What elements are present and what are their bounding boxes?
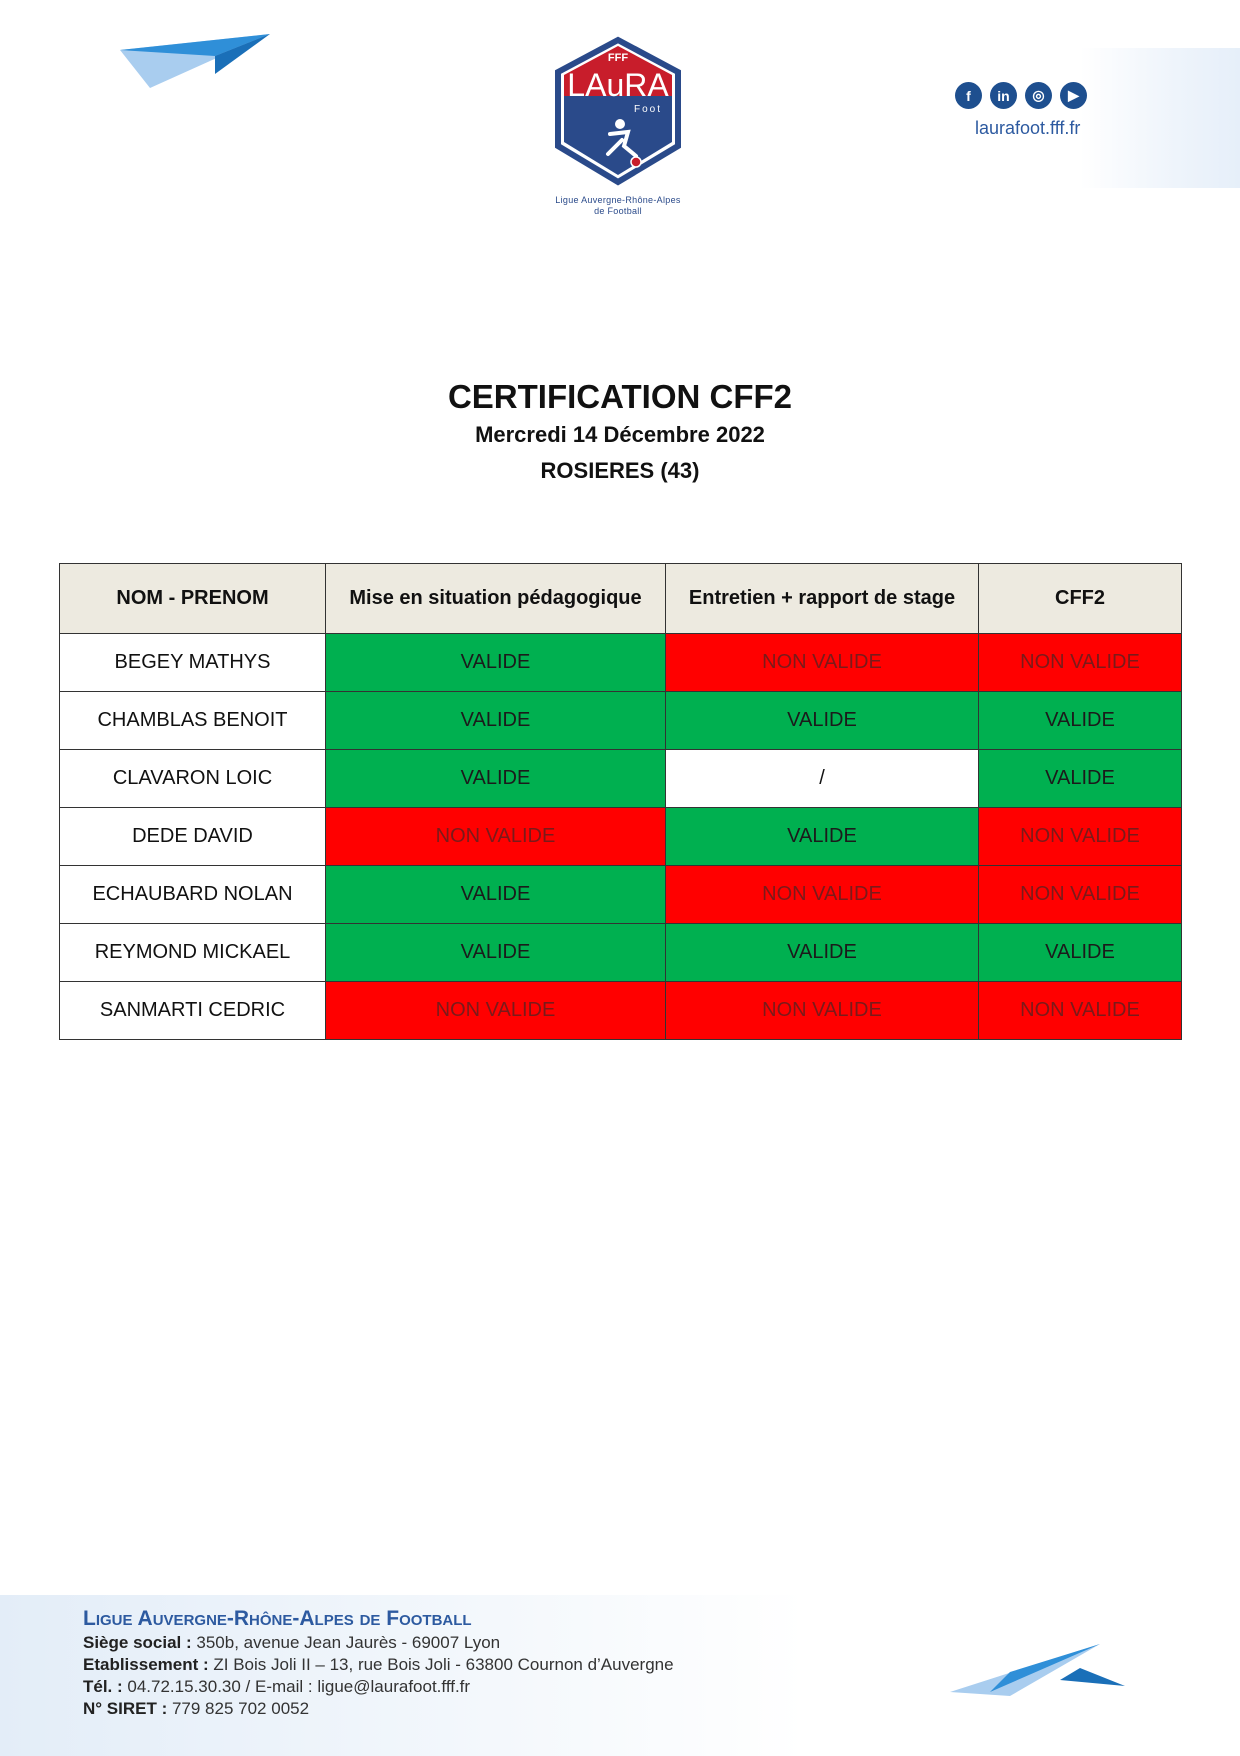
logo-main-text: LAuRA: [567, 67, 669, 103]
linkedin-icon[interactable]: in: [990, 82, 1017, 109]
mise-result: NON VALIDE: [326, 808, 666, 866]
siret-label: N° SIRET :: [83, 1699, 168, 1718]
footer: [83, 1606, 674, 1720]
results-table: [59, 563, 1182, 1040]
logo-top-text: FFF: [607, 52, 629, 64]
footer-org-name: Ligue Auvergne-Rhône-Alpes de Football: [83, 1607, 472, 1630]
logo-small-text: Foot: [633, 104, 663, 115]
logo-caption-line1: Ligue Auvergne-Rhône-Alpes: [555, 195, 681, 205]
entretien-result: VALIDE: [666, 692, 979, 750]
footer-siret: [83, 1698, 674, 1720]
exam-date: Mercredi 14 Décembre 2022: [475, 422, 765, 447]
cff2-result: NON VALIDE: [979, 808, 1182, 866]
siret-value: 779 825 702 0052: [167, 1699, 310, 1718]
candidate-name: SANMARTI CEDRIC: [60, 982, 326, 1040]
table-row: [60, 634, 1182, 692]
etab-label: Etablissement :: [83, 1655, 209, 1674]
mise-result: VALIDE: [326, 692, 666, 750]
table-row: [60, 750, 1182, 808]
tel-value: 04.72.15.30.30 / E-mail : ligue@laurafoot.fff.fr: [122, 1677, 471, 1696]
table-header-row: [60, 564, 1182, 634]
entretien-result: VALIDE: [666, 924, 979, 982]
footer-etablissement: [83, 1654, 674, 1676]
page-title: CERTIFICATION CFF2: [447, 378, 793, 415]
header-entretien: Entretien + rapport de stage: [666, 564, 979, 634]
cff2-result: VALIDE: [979, 924, 1182, 982]
facebook-icon[interactable]: f: [955, 82, 982, 109]
candidate-name: REYMOND MICKAEL: [60, 924, 326, 982]
tel-label: Tél. :: [83, 1677, 123, 1696]
website-link[interactable]: laurafoot.fff.fr: [975, 118, 1081, 138]
candidate-name: DEDE DAVID: [60, 808, 326, 866]
logo-shield-icon: [548, 36, 688, 186]
cff2-result: NON VALIDE: [979, 982, 1182, 1040]
entretien-result: VALIDE: [666, 808, 979, 866]
cff2-result: VALIDE: [979, 692, 1182, 750]
candidate-name: BEGEY MATHYS: [60, 634, 326, 692]
header-nom-prenom: NOM - PRENOM: [60, 564, 326, 634]
footer-contact: [83, 1676, 674, 1698]
logo-caption-line2: de Football: [594, 206, 642, 216]
instagram-icon[interactable]: ◎: [1025, 82, 1052, 109]
entretien-result: NON VALIDE: [666, 982, 979, 1040]
cff2-result: NON VALIDE: [979, 866, 1182, 924]
mise-result: VALIDE: [326, 750, 666, 808]
etab-value: ZI Bois Joli II – 13, rue Bois Joli - 63800 Cournon d’Auvergne: [208, 1655, 674, 1674]
exam-location: ROSIERES (43): [540, 458, 700, 483]
header-mise-en-situation: Mise en situation pédagogique: [326, 564, 666, 634]
header-band: [1080, 48, 1240, 188]
logo-caption: [548, 195, 688, 217]
mise-result: VALIDE: [326, 866, 666, 924]
table-row: [60, 808, 1182, 866]
mise-result: VALIDE: [326, 634, 666, 692]
laura-foot-logo: [548, 36, 688, 217]
candidate-name: ECHAUBARD NOLAN: [60, 866, 326, 924]
paper-plane-icon: [120, 28, 300, 98]
paper-plane-icon: [950, 1640, 1130, 1700]
candidate-name: CLAVARON LOIC: [60, 750, 326, 808]
table-row: [60, 692, 1182, 750]
entretien-result: /: [666, 750, 979, 808]
candidate-name: CHAMBLAS BENOIT: [60, 692, 326, 750]
mise-result: VALIDE: [326, 924, 666, 982]
social-links: [955, 82, 1087, 109]
youtube-icon[interactable]: ▶: [1060, 82, 1087, 109]
entretien-result: NON VALIDE: [666, 634, 979, 692]
mise-result: NON VALIDE: [326, 982, 666, 1040]
footer-siege: [83, 1632, 674, 1654]
siege-value: 350b, avenue Jean Jaurès - 69007 Lyon: [191, 1633, 501, 1652]
header-cff2: CFF2: [979, 564, 1182, 634]
entretien-result: NON VALIDE: [666, 866, 979, 924]
siege-label: Siège social :: [83, 1633, 192, 1652]
cff2-result: VALIDE: [979, 750, 1182, 808]
table-row: [60, 924, 1182, 982]
table-row: [60, 866, 1182, 924]
cff2-result: NON VALIDE: [979, 634, 1182, 692]
table-row: [60, 982, 1182, 1040]
